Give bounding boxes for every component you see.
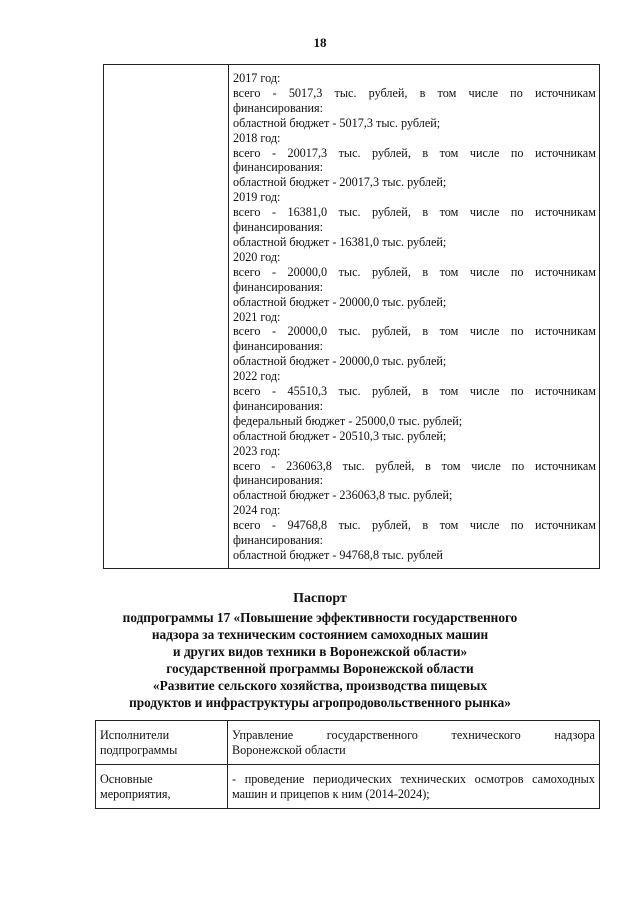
passport-subtitle-line: продуктов и инфраструктуры агропродовольственного рынка» — [129, 695, 511, 710]
row-value-word: технического — [451, 728, 521, 742]
financing-year: 2021 год: — [233, 309, 281, 324]
financing-total-word: всего — [233, 205, 261, 220]
financing-total-word: числе — [471, 458, 501, 473]
financing-total-word: 20000,0 — [287, 264, 328, 279]
financing-total-word: по — [510, 205, 524, 220]
passport-subtitle-line: «Развитие сельского хозяйства, производства пищевых — [152, 678, 488, 693]
financing-year: 2024 год: — [233, 503, 281, 518]
financing-total-word: числе — [469, 145, 500, 160]
financing-total-word: по — [511, 458, 525, 473]
row-value-word: периодических — [313, 772, 392, 786]
financing-total-line — [233, 205, 596, 220]
row-value-cell — [228, 721, 600, 765]
financing-total-word: 94768,8 — [287, 518, 328, 533]
financing-total-word: - — [271, 384, 276, 399]
financing-total-word: 16381,0 — [287, 205, 328, 220]
passport-subtitle-line: подпрограммы 17 «Повышение эффективности государственного — [122, 610, 518, 625]
financing-total-word: источникам — [535, 264, 596, 279]
financing-total-word: 20017,3 — [287, 145, 328, 160]
financing-total-word: рублей, — [372, 205, 411, 220]
financing-total-word: всего — [233, 458, 261, 473]
financing-sources-label: финансирования: — [233, 220, 324, 235]
financing-total-word: том — [439, 145, 459, 160]
financing-year: 2017 год: — [233, 71, 281, 85]
passport-subtitle-line: и других видов техники в Воронежской области» — [172, 644, 468, 659]
passport-subtitle-line: государственной программы Воронежской области — [166, 661, 474, 676]
financing-total-word: по — [510, 145, 524, 160]
financing-sources-label: финансирования: — [233, 533, 324, 548]
financing-total-word: рублей, — [375, 458, 415, 473]
financing-total-word: рублей, — [372, 264, 411, 279]
row-value-word: самоходных — [532, 772, 595, 786]
financing-total-word: тыс. — [338, 324, 361, 339]
financing-source-line: федеральный бюджет - 25000,0 тыс. рублей; — [233, 413, 463, 428]
financing-total-word: - — [271, 205, 276, 220]
financing-total-line — [233, 459, 596, 474]
financing-total-word: всего — [233, 324, 261, 339]
financing-total-word: - — [271, 264, 276, 279]
passport-heading — [60, 590, 580, 711]
financing-source-line: областной бюджет - 20000,0 тыс. рублей; — [233, 294, 447, 309]
financing-total-word: том — [439, 205, 459, 220]
financing-total-word: 45510,3 — [287, 384, 328, 399]
financing-total-word: в — [422, 145, 429, 160]
row-value-line: машин и прицепов к ним (2014-2024); — [232, 787, 430, 801]
table-row — [96, 765, 600, 809]
financing-sources-label: финансирования: — [233, 339, 324, 354]
row-value-word: проведение — [244, 772, 305, 786]
financing-total-word: всего — [233, 145, 261, 160]
row-value-line — [232, 772, 595, 787]
financing-total-word: источникам — [534, 85, 596, 100]
financing-sources-label: финансирования: — [233, 279, 324, 294]
financing-total-word: всего — [233, 85, 261, 100]
financing-total-word: том — [441, 458, 461, 473]
financing-total-line — [233, 518, 596, 533]
financing-total-word: по — [510, 518, 524, 533]
financing-total-word: числе — [469, 264, 500, 279]
row-value-line: Воронежской области — [232, 743, 346, 757]
financing-total-word: числе — [469, 518, 500, 533]
financing-year: 2020 год: — [233, 249, 281, 264]
financing-total-line — [233, 265, 596, 280]
row-value-word: надзора — [554, 728, 595, 742]
financing-total-word: источникам — [535, 145, 596, 160]
row-label-line: Исполнители — [100, 728, 170, 742]
row-label-cell — [96, 721, 228, 765]
financing-text — [233, 71, 596, 563]
financing-total-word: в — [425, 458, 431, 473]
financing-total-word: в — [422, 384, 429, 399]
financing-total-word: в — [422, 518, 429, 533]
financing-total-word: тыс. — [338, 205, 361, 220]
financing-total-word: - — [271, 145, 276, 160]
financing-total-word: по — [510, 384, 524, 399]
row-value-cell — [228, 765, 600, 809]
financing-total-word: рублей, — [372, 384, 411, 399]
financing-total-word: числе — [469, 205, 500, 220]
financing-total-word: числе — [469, 384, 500, 399]
financing-total-word: в — [422, 205, 429, 220]
financing-total-word: - — [272, 85, 277, 100]
financing-sources-label: финансирования: — [233, 100, 324, 115]
financing-total-word: 5017,3 — [288, 85, 323, 100]
financing-year: 2018 год: — [233, 130, 281, 145]
passport-title: Паспорт — [293, 591, 347, 606]
passport-subtitle-line: надзора за техническим состоянием самоходных машин — [151, 627, 489, 642]
financing-total-word: - — [271, 458, 276, 473]
financing-total-word: том — [439, 264, 459, 279]
financing-sources-label: финансирования: — [233, 160, 324, 175]
financing-total-word: тыс. — [338, 145, 361, 160]
row-label-line: Основные — [100, 772, 153, 786]
financing-source-line: областной бюджет - 20000,0 тыс. рублей; — [233, 354, 447, 369]
financing-source-line: областной бюджет - 16381,0 тыс. рублей; — [233, 234, 447, 249]
financing-total-word: тыс. — [338, 264, 361, 279]
financing-total-word: числе — [469, 324, 500, 339]
financing-total-word: тыс. — [342, 458, 365, 473]
financing-total-word: том — [439, 518, 459, 533]
financing-total-word: по — [510, 324, 524, 339]
financing-total-word: источникам — [535, 458, 596, 473]
financing-table — [103, 64, 600, 569]
financing-total-word: тыс. — [338, 384, 361, 399]
financing-total-word: том — [437, 85, 457, 100]
financing-total-word: в — [422, 324, 429, 339]
row-label-cell — [96, 765, 228, 809]
financing-total-word: - — [271, 518, 276, 533]
financing-total-word: по — [510, 264, 524, 279]
financing-sources-label: финансирования: — [233, 398, 324, 413]
financing-total-word: источникам — [535, 324, 596, 339]
financing-total-word: всего — [233, 384, 261, 399]
financing-total-word: источникам — [535, 518, 596, 533]
financing-total-word: рублей, — [372, 518, 411, 533]
row-label-line: мероприятия, — [100, 787, 171, 801]
passport-table — [95, 720, 600, 809]
financing-total-word: рублей, — [372, 324, 411, 339]
financing-total-word: источникам — [535, 205, 596, 220]
financing-total-word: тыс. — [338, 518, 361, 533]
row-value-word: Управление — [232, 728, 294, 742]
table-row — [96, 721, 600, 765]
financing-total-word: 236063,8 — [286, 458, 332, 473]
financing-total-word: рублей, — [368, 85, 408, 100]
financing-sources-label: финансирования: — [233, 473, 324, 488]
financing-total-word: в — [419, 85, 426, 100]
row-value-line — [232, 728, 595, 743]
financing-total-word: источникам — [535, 384, 596, 399]
financing-total-line — [233, 324, 596, 339]
financing-total-word: всего — [233, 518, 261, 533]
financing-total-word: числе — [468, 85, 499, 100]
row-value-word: технических — [400, 772, 466, 786]
financing-source-line: областной бюджет - 5017,3 тыс. рублей; — [233, 115, 441, 130]
financing-total-line — [233, 146, 596, 161]
financing-total-word: в — [422, 264, 429, 279]
financing-total-word: всего — [233, 264, 261, 279]
financing-total-word: рублей, — [372, 145, 411, 160]
row-value-word: - — [232, 772, 237, 786]
financing-total-word: по — [510, 85, 523, 100]
financing-total-word: тыс. — [334, 85, 357, 100]
row-value-word: осмотров — [474, 772, 524, 786]
financing-year: 2019 год: — [233, 190, 281, 205]
row-value-word: государственного — [326, 728, 418, 742]
financing-table-divider — [228, 65, 229, 568]
financing-source-line: областной бюджет - 94768,8 тыс. рублей — [233, 548, 443, 562]
financing-total-line — [233, 86, 596, 101]
financing-total-word: том — [439, 324, 459, 339]
financing-year: 2023 год: — [233, 443, 281, 458]
financing-source-line: областной бюджет - 20510,3 тыс. рублей; — [233, 428, 447, 443]
financing-source-line: областной бюджет - 20017,3 тыс. рублей; — [233, 175, 447, 190]
financing-total-word: том — [439, 384, 459, 399]
financing-total-word: 20000,0 — [287, 324, 328, 339]
row-label-line: подпрограммы — [100, 743, 178, 757]
financing-source-line: областной бюджет - 236063,8 тыс. рублей; — [233, 488, 453, 503]
financing-total-line — [233, 384, 596, 399]
financing-year: 2022 год: — [233, 369, 281, 384]
page-number: 18 — [313, 35, 327, 50]
financing-total-word: - — [271, 324, 276, 339]
